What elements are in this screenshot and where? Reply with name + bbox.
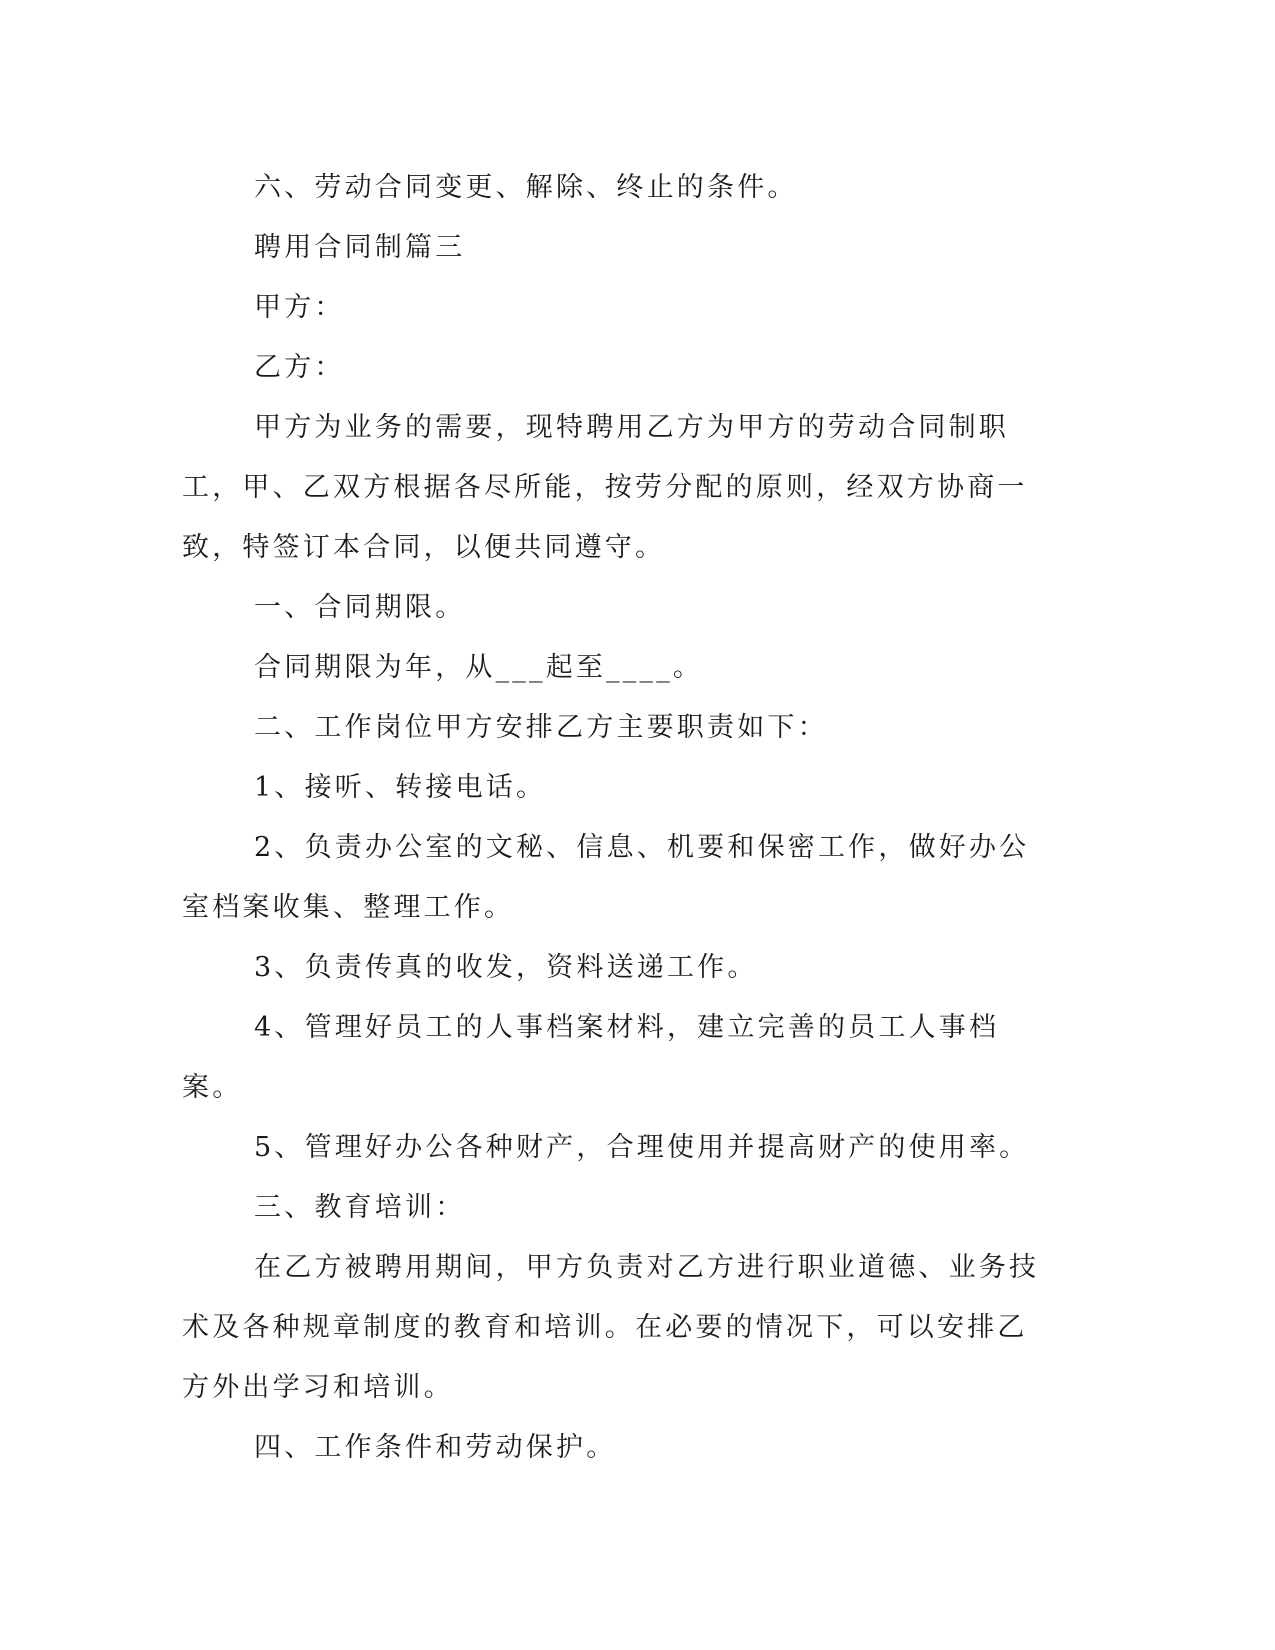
clause-four-heading: 四、工作条件和劳动保护。	[254, 1432, 617, 1463]
training-paragraph: 在乙方被聘用期间，甲方负责对乙方进行职业道德、业务技术及各种规章制度的教育和培训。在必要的情况下，可以安排乙方外出学习和培训。	[182, 1252, 1040, 1403]
duty-item-1: 1、接听、转接电话。	[254, 772, 547, 803]
document-body	[182, 158, 1042, 1478]
duty-item-3: 3、负责传真的收发，资料送递工作。	[254, 952, 758, 983]
section-title: 聘用合同制篇三	[254, 232, 466, 263]
clause-two-heading: 二、工作岗位甲方安排乙方主要职责如下：	[254, 712, 828, 743]
duty-item-4: 4、管理好员工的人事档案材料，建立完善的员工人事档案。	[182, 1012, 1000, 1103]
preamble-paragraph: 甲方为业务的需要，现特聘用乙方为甲方的劳动合同制职工，甲、乙双方根据各尽所能，按劳分配的原则，经双方协商一致，特签订本合同，以便共同遵守。	[182, 412, 1028, 563]
clause-one-heading: 一、合同期限。	[254, 592, 466, 623]
duty-item-5: 5、管理好办公各种财产，合理使用并提高财产的使用率。	[254, 1132, 1030, 1163]
party-a-line: 甲方：	[254, 292, 345, 323]
contract-term-line: 合同期限为年，从___起至____。	[254, 652, 704, 683]
clause-six-heading: 六、劳动合同变更、解除、终止的条件。	[254, 172, 798, 203]
party-b-line: 乙方：	[254, 352, 345, 383]
duty-item-2: 2、负责办公室的文秘、信息、机要和保密工作，做好办公室档案收集、整理工作。	[182, 832, 1030, 923]
clause-three-heading: 三、教育培训：	[254, 1192, 466, 1223]
